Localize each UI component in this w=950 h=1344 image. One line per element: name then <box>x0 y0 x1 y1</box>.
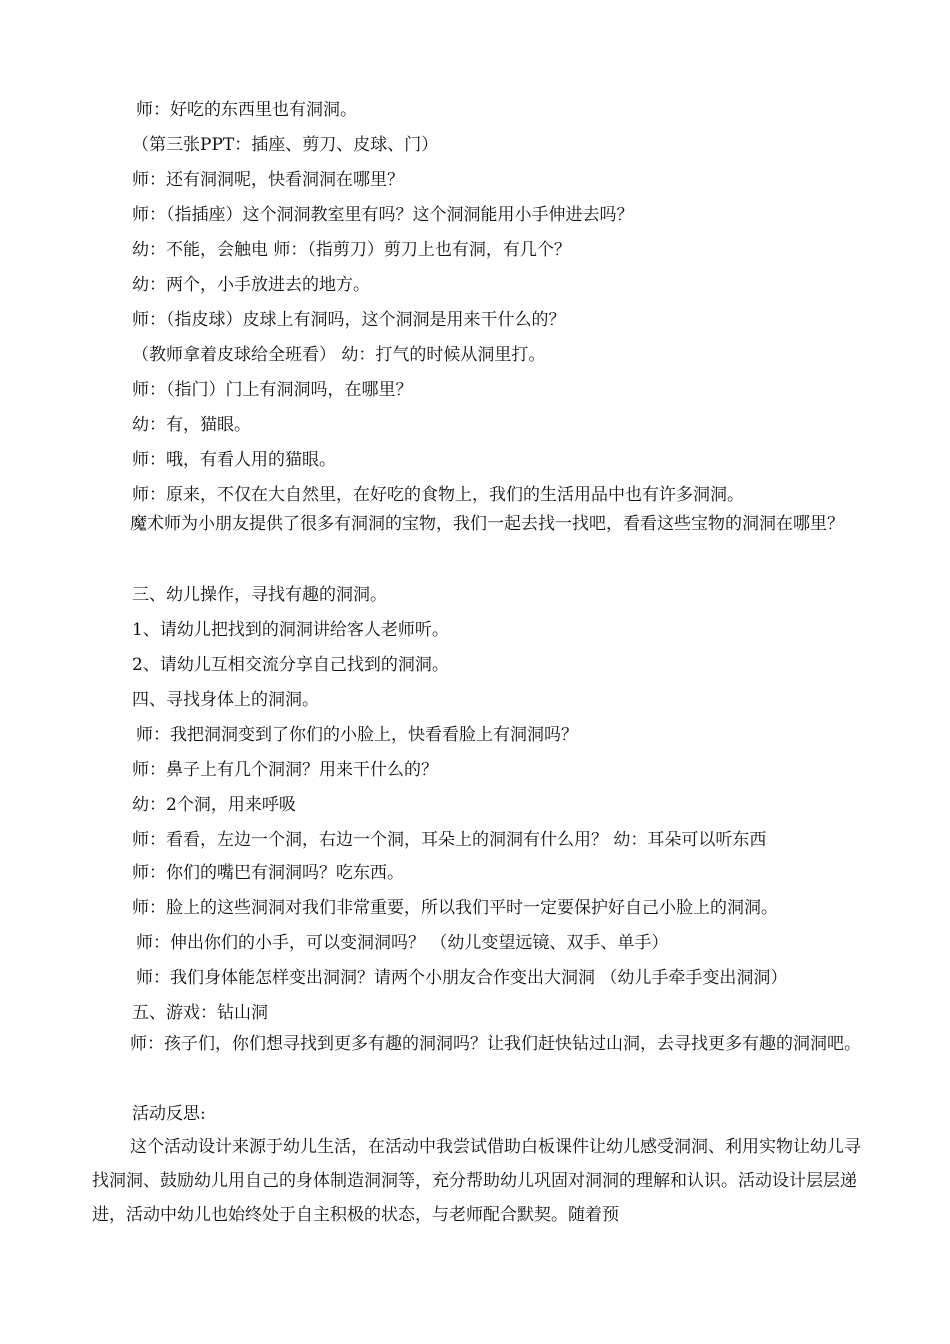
dialogue-line: 幼：两个，小手放进去的地方。 <box>132 275 370 295</box>
dialogue-line: 师：我把洞洞变到了你们的小脸上，快看看脸上有洞洞吗？ <box>136 725 578 745</box>
paragraph-text: 这个活动设计来源于幼儿生活，在活动中我尝试借助白板课件让幼儿感受洞洞、利用实物让幼儿寻找洞洞、鼓励幼儿用自己的身体制造洞洞等，充分帮助幼儿巩固对洞洞的理解和认识。活动设计层层递进，活动中幼儿也始终处于自主积极的状态，与老师配合默契。随着预 <box>92 1137 861 1225</box>
paragraph-text: 魔术师为小朋友提供了很多有洞洞的宝物，我们一起去找一找吧，看看这些宝物的洞洞在哪里？ <box>130 514 844 534</box>
dialogue-line: 师：（指插座）这个洞洞教室里有吗？这个洞洞能用小手伸进去吗？ <box>132 205 634 225</box>
stage-direction: （第三张PPT：插座、剪刀、皮球、门） <box>132 135 439 155</box>
dialogue-line: （教师拿着皮球给全班看） 幼：打气的时候从洞里打。 <box>132 345 546 365</box>
dialogue-line: 师：伸出你们的小手，可以变洞洞吗？ （幼儿变望远镜、双手、单手） <box>136 933 669 953</box>
dialogue-line: 师：脸上的这些洞洞对我们非常重要，所以我们平时一定要保护好自己小脸上的洞洞。 <box>132 898 778 918</box>
paragraph-text: 师：孩子们，你们想寻找到更多有趣的洞洞吗？让我们赶快钻过山洞，去寻找更多有趣的洞洞吧。 <box>130 1034 861 1054</box>
list-item: 2、请幼儿互相交流分享自己找到的洞洞。 <box>132 655 449 675</box>
dialogue-line: 幼：有，猫眼。 <box>132 415 251 435</box>
dialogue-line: 幼：2个洞，用来呼吸 <box>132 795 296 815</box>
section-heading: 三、幼儿操作，寻找有趣的洞洞。 <box>132 585 387 605</box>
paragraph <box>92 1028 867 1060</box>
dialogue-line: 师：原来，不仅在大自然里，在好吃的食物上，我们的生活用品中也有许多洞洞。 <box>132 485 744 505</box>
dialogue-line: 师：我们身体能怎样变出洞洞？请两个小朋友合作变出大洞洞 （幼儿手牵手变出洞洞） <box>136 968 788 988</box>
dialogue-line: 师：哦，有看人用的猫眼。 <box>132 450 336 470</box>
dialogue-line: 师：（指皮球）皮球上有洞吗，这个洞洞是用来干什么的？ <box>132 310 566 330</box>
dialogue-line: 幼：不能，会触电 师：（指剪刀）剪刀上也有洞，有几个？ <box>132 240 571 260</box>
dialogue-line: 师：还有洞洞呢，快看洞洞在哪里？ <box>132 170 404 190</box>
paragraph <box>92 508 867 540</box>
section-heading: 五、游戏：钻山洞 <box>132 1003 268 1023</box>
section-heading: 活动反思: <box>132 1104 206 1124</box>
paragraph <box>92 1130 867 1232</box>
dialogue-line: 师：看看，左边一个洞，右边一个洞，耳朵上的洞洞有什么用？ 幼：耳朵可以听东西 <box>132 830 767 850</box>
dialogue-line: 师：（指门）门上有洞洞吗，在哪里？ <box>132 380 413 400</box>
dialogue-line: 师：好吃的东西里也有洞洞。 <box>136 100 357 120</box>
section-heading: 四、寻找身体上的洞洞。 <box>132 690 319 710</box>
dialogue-line: 师：鼻子上有几个洞洞？用来干什么的？ <box>132 760 438 780</box>
dialogue-line: 师：你们的嘴巴有洞洞吗？吃东西。 <box>132 863 404 883</box>
list-item: 1、请幼儿把找到的洞洞讲给客人老师听。 <box>132 620 449 640</box>
